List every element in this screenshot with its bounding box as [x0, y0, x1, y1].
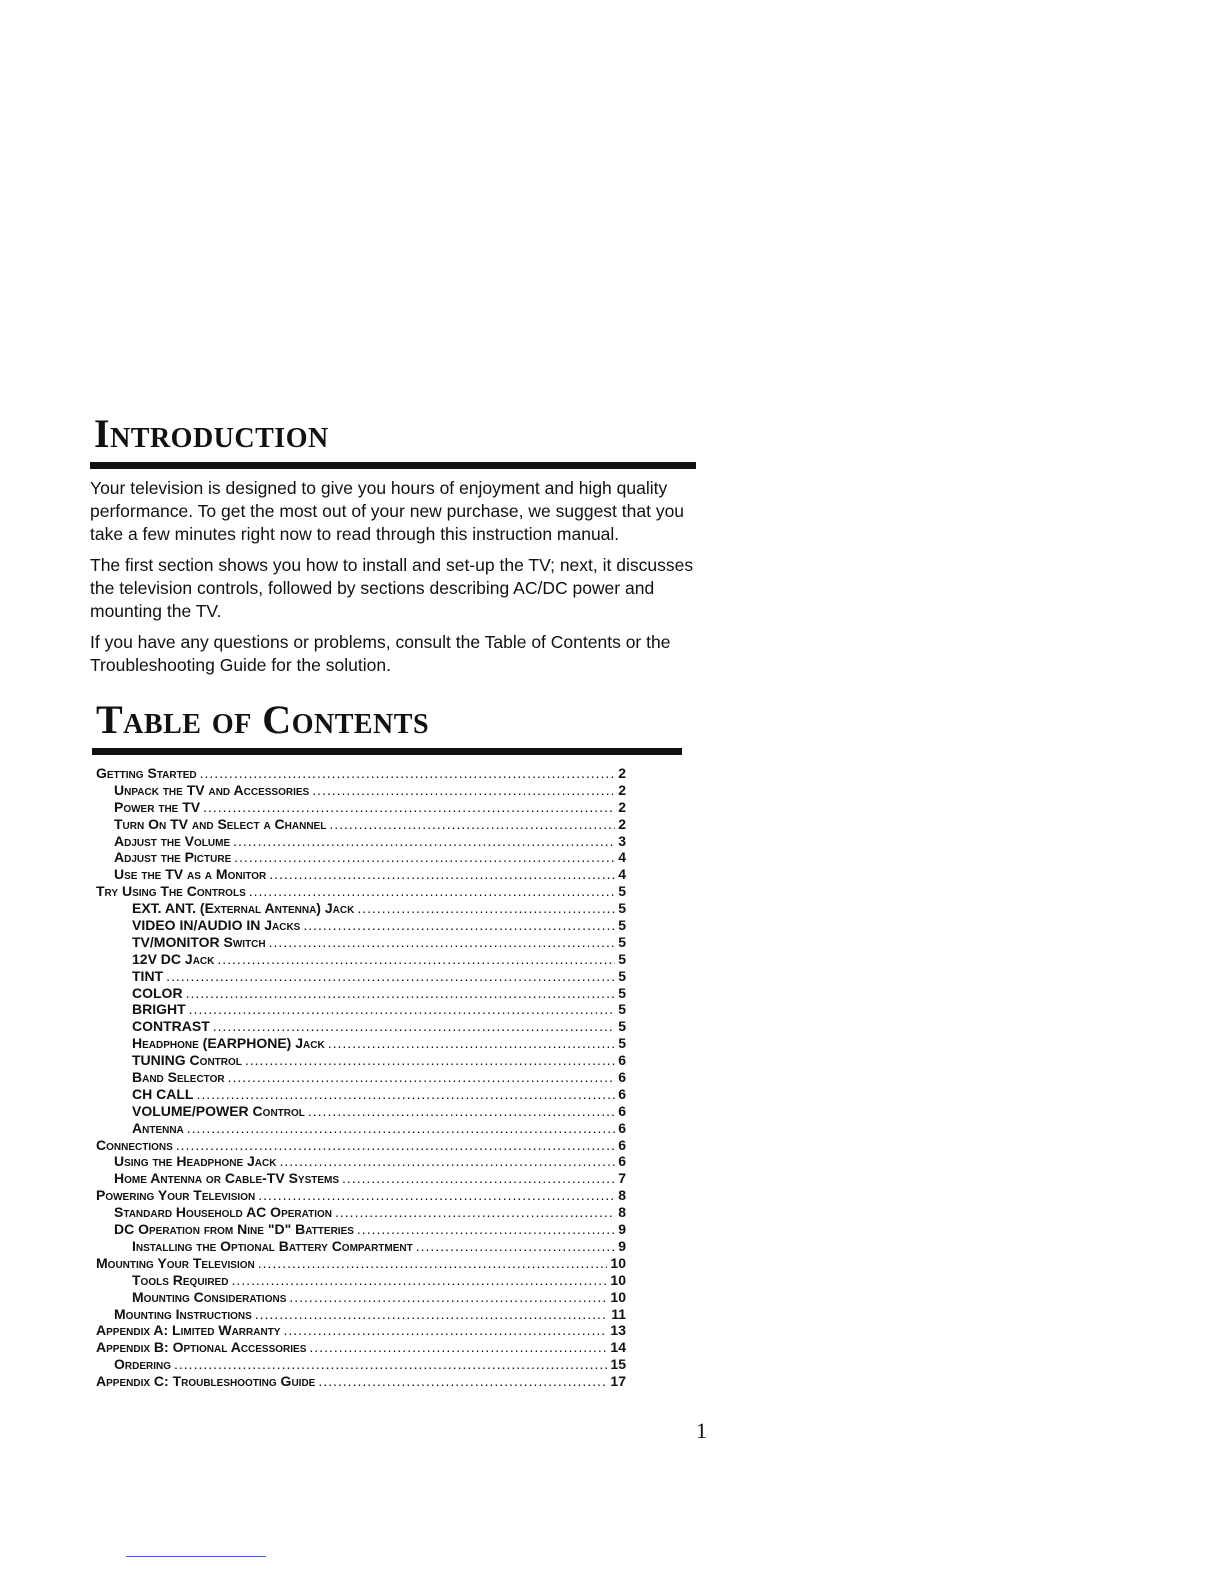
toc-leader-dots	[329, 816, 615, 832]
toc-entry-page: 5	[618, 933, 626, 950]
toc-entry	[92, 1272, 626, 1289]
toc-entry-page: 5	[618, 967, 626, 984]
toc-entry-page: 5	[618, 917, 626, 934]
toc-entry-label: COLOR	[132, 984, 183, 1001]
toc-leader-dots	[228, 1069, 616, 1085]
toc-entry	[92, 1035, 626, 1052]
toc-entry	[92, 799, 626, 816]
toc-entry	[92, 849, 626, 866]
toc-entry	[92, 1373, 626, 1390]
toc-entry	[92, 900, 626, 917]
toc-entry-page: 6	[618, 1102, 626, 1119]
toc-entry	[92, 934, 626, 951]
toc-leader-dots	[335, 1204, 615, 1220]
toc-entry-page: 6	[618, 1069, 626, 1086]
toc-leader-dots	[357, 1221, 615, 1237]
toc-entry-page: 5	[618, 1018, 626, 1035]
toc-entry-label: CH CALL	[132, 1085, 194, 1102]
toc-leader-dots	[233, 833, 615, 849]
toc-entry-page: 6	[618, 1153, 626, 1170]
intro-paragraph-3: If you have any questions or problems, consult the Table of Contents or the Troubleshooting Guide for the solution.	[90, 632, 671, 675]
toc-entry-page: 4	[618, 849, 626, 866]
toc-entry	[92, 782, 626, 799]
toc-entry-label: TUNING Control	[132, 1052, 242, 1069]
toc-entry-page: 13	[610, 1322, 626, 1339]
toc-entry-page: 2	[618, 765, 626, 781]
toc-entry-label: Home Antenna or Cable-TV Systems	[114, 1170, 340, 1187]
toc-entry	[92, 1356, 626, 1373]
intro-paragraph-2: The first section shows you how to install and set-up the TV; next, it discusses the television controls, followed by sections describing AC/DC power and mounting the TV.	[90, 555, 694, 621]
toc-entry-label: CONTRAST	[132, 1018, 210, 1035]
toc-leader-dots	[308, 1103, 615, 1119]
toc-entry	[92, 1170, 626, 1187]
toc-leader-dots	[245, 1052, 615, 1068]
toc-entry	[92, 1255, 626, 1272]
toc-entry-label: Use the TV as a Monitor	[114, 866, 267, 883]
toc-entry	[92, 883, 626, 900]
toc-entry-page: 2	[618, 781, 626, 798]
toc-entry	[92, 1052, 626, 1069]
toc-leader-dots	[312, 782, 615, 798]
toc-leader-dots	[196, 1086, 615, 1102]
toc-entry-label: BRIGHT	[132, 1001, 186, 1018]
toc-entry-page: 2	[618, 798, 626, 815]
toc-entry-page: 10	[610, 1254, 626, 1271]
toc-entry	[92, 968, 626, 985]
toc-entry-page: 2	[618, 815, 626, 832]
toc-entry-label: Connections	[96, 1136, 173, 1153]
toc-leader-dots	[309, 1339, 607, 1355]
footer-line	[126, 1556, 266, 1557]
toc-leader-dots	[213, 1018, 615, 1034]
toc-entry-page: 4	[618, 866, 626, 883]
toc-leader-dots	[303, 917, 615, 933]
toc-entry-label: DC Operation from Nine "D" Batteries	[114, 1221, 354, 1238]
toc-leader-dots	[258, 1255, 608, 1271]
toc-entry	[92, 1221, 626, 1238]
toc-entry-label: Appendix A: Limited Warranty	[96, 1322, 281, 1339]
toc-entry	[92, 833, 626, 850]
toc-entry	[92, 1018, 626, 1035]
toc-entry-page: 15	[610, 1356, 626, 1373]
toc-entry	[92, 1289, 626, 1306]
toc-entry	[92, 1204, 626, 1221]
toc-leader-dots	[249, 883, 615, 899]
toc-entry-label: Using the Headphone Jack	[114, 1153, 277, 1170]
toc-entry	[92, 1238, 626, 1255]
toc-leader-dots	[174, 1356, 607, 1372]
toc-entry	[92, 1137, 626, 1154]
toc-entry-label: Tools Required	[132, 1271, 229, 1288]
toc-leader-dots	[328, 1035, 616, 1051]
toc-entry-label: TINT	[132, 967, 164, 984]
toc-leader-dots	[176, 1137, 615, 1153]
toc-entry-label: 12V DC Jack	[132, 950, 215, 967]
toc-entry-page: 14	[610, 1339, 626, 1356]
toc-entry	[92, 1103, 626, 1120]
toc-leader-dots	[289, 1289, 607, 1305]
toc-entry	[92, 1120, 626, 1137]
toc-leader-dots	[203, 799, 615, 815]
toc-entry-page: 5	[618, 900, 626, 917]
toc-entry-page: 5	[618, 950, 626, 967]
toc-entry-label: VOLUME/POWER Control	[132, 1102, 305, 1119]
toc-entry-page: 9	[618, 1221, 626, 1238]
toc-entry-page: 5	[618, 1001, 626, 1018]
toc-entry-page: 8	[618, 1204, 626, 1221]
toc-leader-dots	[258, 1187, 615, 1203]
toc-entry-page: 10	[610, 1271, 626, 1288]
toc-entry	[92, 917, 626, 934]
toc-leader-dots	[269, 866, 615, 882]
introduction-heading: Introduction	[94, 411, 329, 456]
toc-entry-page: 5	[618, 1035, 626, 1052]
toc-entry	[92, 1153, 626, 1170]
table-of-contents-heading: Table of Contents	[96, 697, 430, 742]
toc-entry-label: Appendix C: Troubleshooting Guide	[96, 1373, 316, 1390]
toc-entry-page: 6	[618, 1136, 626, 1153]
toc-entry-page: 3	[618, 832, 626, 849]
toc-entry	[92, 866, 626, 883]
toc-entry	[92, 1306, 626, 1323]
toc-entry-label: Standard Household AC Operation	[114, 1204, 333, 1221]
toc-entry	[92, 765, 626, 782]
toc-entry	[92, 1187, 626, 1204]
toc-entry-label: Mounting Your Television	[96, 1254, 255, 1271]
toc-entry-label: Appendix B: Optional Accessories	[96, 1339, 307, 1356]
toc-entry-label: Band Selector	[132, 1069, 225, 1086]
toc-leader-dots	[234, 849, 615, 865]
toc-entry-label: Powering Your Television	[96, 1187, 256, 1204]
toc-leader-dots	[318, 1373, 607, 1389]
toc-entry-label: EXT. ANT. (External Antenna) Jack	[132, 900, 355, 917]
toc-entry	[92, 985, 626, 1002]
toc-entry	[92, 1086, 626, 1103]
page-number: 1	[696, 1418, 707, 1443]
toc-entry	[92, 1069, 626, 1086]
toc-leader-dots	[283, 1322, 607, 1338]
toc-entry	[92, 1322, 626, 1339]
toc-entry-label: TV/MONITOR Switch	[132, 933, 266, 950]
toc-leader-dots	[189, 1001, 616, 1017]
intro-paragraph-1: Your television is designed to give you hours of enjoyment and high quality performance. To get the most out of your new purchase, we suggest that you take a few minutes right now to read through this instruction manual.	[90, 478, 685, 544]
toc-entry-label: Mounting Instructions	[114, 1305, 252, 1322]
toc-leader-dots	[187, 1120, 615, 1136]
toc-entry-label: Ordering	[114, 1356, 172, 1373]
toc-entry-label: Mounting Considerations	[132, 1288, 287, 1305]
toc-entry-page: 6	[618, 1119, 626, 1136]
toc-entry-page: 17	[610, 1373, 626, 1390]
toc-entry-page: 10	[610, 1288, 626, 1305]
toc-leader-dots	[217, 951, 615, 967]
toc-entry-label: Turn On TV and Select a Channel	[114, 815, 327, 832]
toc-list	[92, 765, 626, 1390]
toc-entry-label: Adjust the Picture	[114, 849, 232, 866]
toc-leader-dots	[357, 900, 615, 916]
toc-entry-label: Adjust the Volume	[114, 832, 231, 849]
toc-entry-page: 6	[618, 1085, 626, 1102]
toc-leader-dots	[200, 765, 616, 781]
toc-leader-dots	[255, 1306, 608, 1322]
toc-entry-label: Headphone (EARPHONE) Jack	[132, 1035, 325, 1052]
toc-leader-dots	[342, 1170, 615, 1186]
toc-entry	[92, 1339, 626, 1356]
toc-entry-page: 5	[618, 984, 626, 1001]
toc-entry-page: 7	[618, 1170, 626, 1187]
table-of-contents-rule	[92, 748, 682, 755]
toc-entry-label: Unpack the TV and Accessories	[114, 781, 310, 798]
toc-entry	[92, 951, 626, 968]
toc-leader-dots	[269, 934, 616, 950]
introduction-rule	[90, 462, 696, 469]
toc-leader-dots	[186, 985, 616, 1001]
toc-entry-page: 5	[618, 883, 626, 900]
toc-entry-page: 6	[618, 1052, 626, 1069]
toc-entry-page: 11	[611, 1305, 626, 1322]
toc-entry-label: VIDEO IN/AUDIO IN Jacks	[132, 917, 301, 934]
table-of-contents-section	[92, 698, 682, 1390]
toc-entry-label: Installing the Optional Battery Compartment	[132, 1237, 413, 1254]
introduction-section	[90, 412, 696, 677]
toc-entry	[92, 1001, 626, 1018]
toc-leader-dots	[279, 1153, 615, 1169]
toc-entry-label: Antenna	[132, 1119, 184, 1136]
toc-leader-dots	[416, 1238, 615, 1254]
toc-entry-page: 9	[618, 1237, 626, 1254]
toc-leader-dots	[166, 968, 615, 984]
toc-entry-label: Power the TV	[114, 798, 201, 815]
toc-leader-dots	[231, 1272, 607, 1288]
toc-entry-label: Getting Started	[96, 765, 197, 781]
toc-entry-page: 8	[618, 1187, 626, 1204]
toc-entry	[92, 816, 626, 833]
toc-entry-label: Try Using The Controls	[96, 883, 246, 900]
